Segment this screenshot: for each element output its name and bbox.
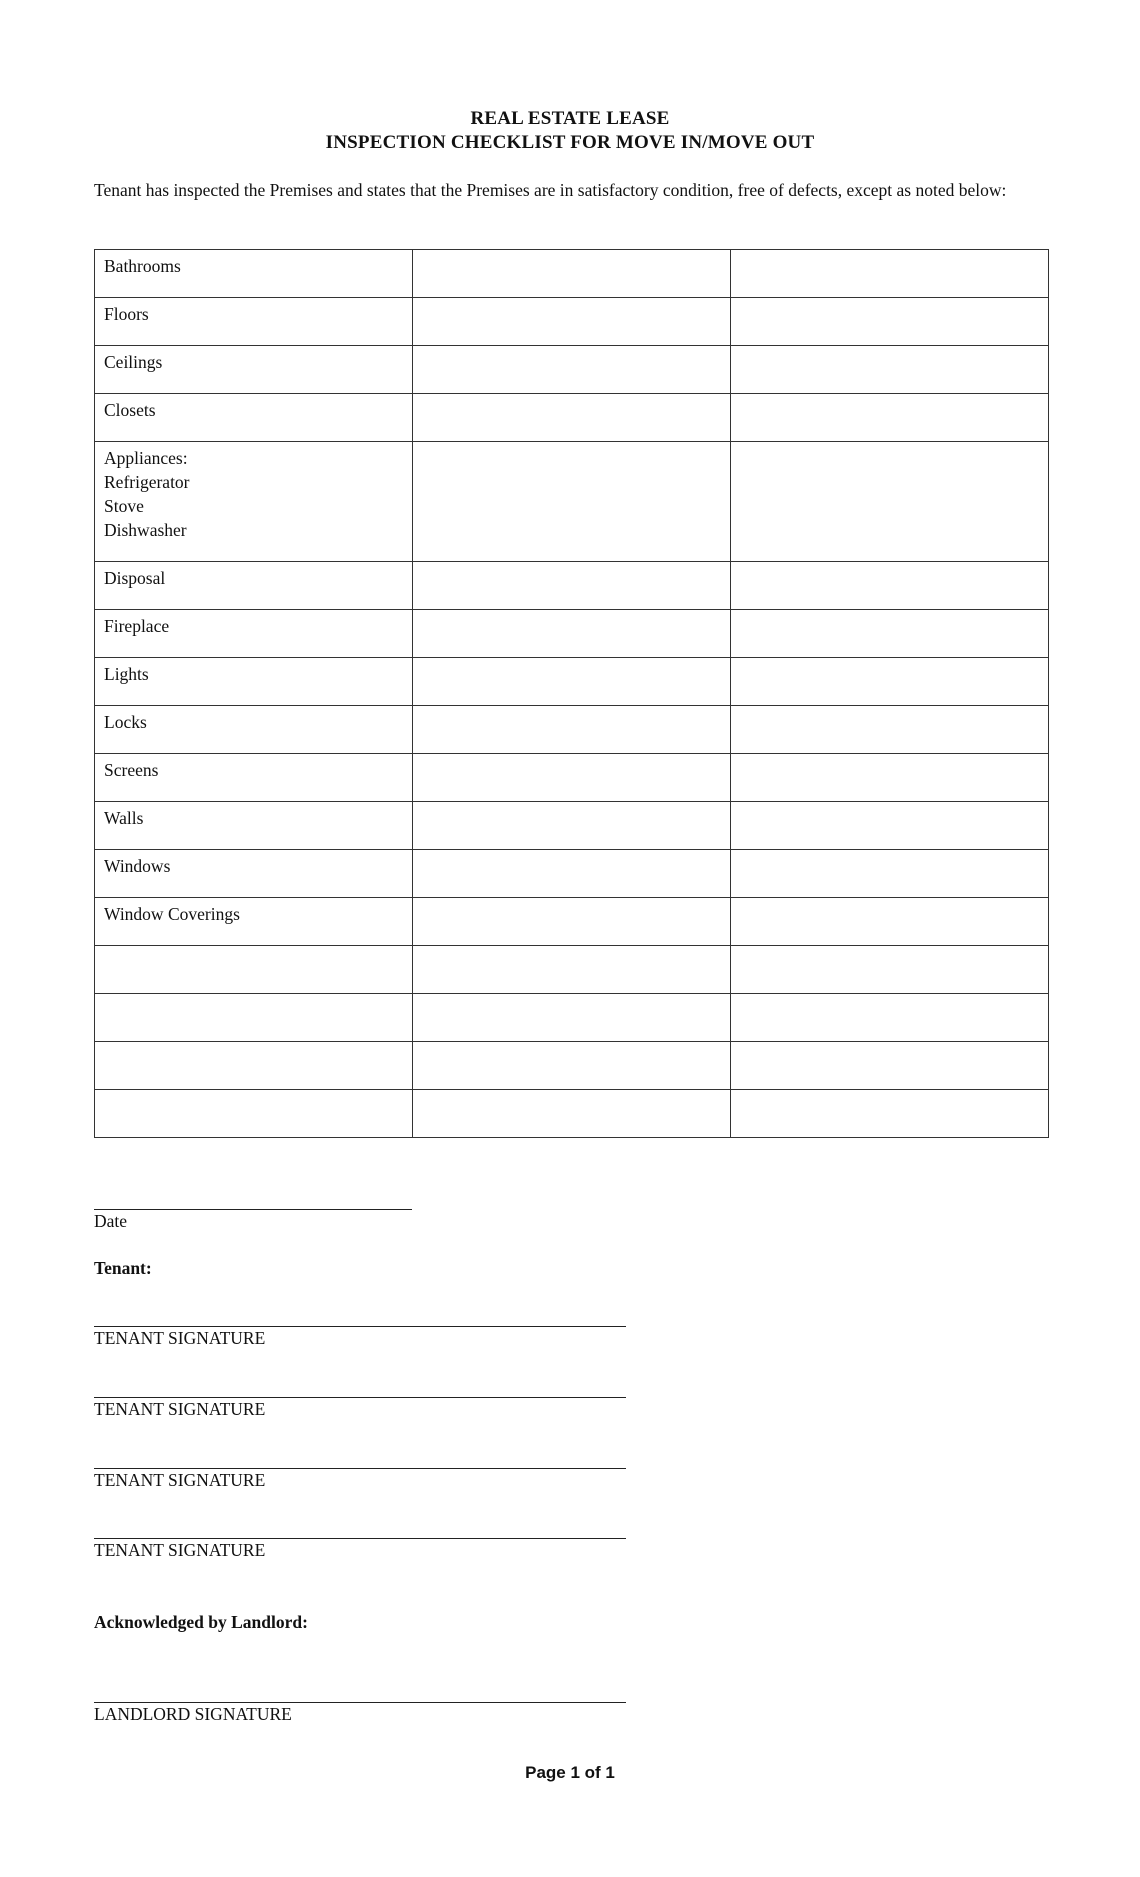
checklist-row bbox=[95, 346, 1049, 394]
move-out-notes-cell[interactable] bbox=[731, 850, 1049, 898]
checklist-row bbox=[95, 562, 1049, 610]
move-out-notes-cell[interactable] bbox=[731, 1090, 1049, 1138]
checklist-row bbox=[95, 442, 1049, 562]
checklist-item-label: Walls bbox=[104, 808, 144, 828]
move-in-notes-cell[interactable] bbox=[413, 898, 731, 946]
tenant-signature-label-3: TENANT SIGNATURE bbox=[94, 1470, 266, 1490]
move-out-notes-cell[interactable] bbox=[731, 706, 1049, 754]
move-out-notes-cell[interactable] bbox=[731, 394, 1049, 442]
tenant-signature-line-1[interactable] bbox=[94, 1326, 626, 1327]
move-out-notes-cell[interactable] bbox=[731, 346, 1049, 394]
checklist-item-label: Locks bbox=[104, 712, 147, 732]
checklist-item-cell bbox=[95, 298, 413, 346]
checklist-row bbox=[95, 658, 1049, 706]
checklist-item-cell bbox=[95, 442, 413, 562]
date-label: Date bbox=[94, 1211, 128, 1231]
checklist-body bbox=[95, 250, 1049, 1138]
checklist-item-cell bbox=[95, 802, 413, 850]
move-in-notes-cell[interactable] bbox=[413, 706, 731, 754]
move-out-notes-cell[interactable] bbox=[731, 994, 1049, 1042]
landlord-heading: Acknowledged by Landlord: bbox=[94, 1612, 308, 1632]
checklist-item-cell bbox=[95, 994, 413, 1042]
checklist-item-label: Dishwasher bbox=[104, 520, 187, 540]
checklist-item-label: Disposal bbox=[104, 568, 166, 588]
checklist-item-cell bbox=[95, 898, 413, 946]
checklist-item-label: Screens bbox=[104, 760, 159, 780]
checklist-item-label: Closets bbox=[104, 400, 156, 420]
checklist-row bbox=[95, 994, 1049, 1042]
move-in-notes-cell[interactable] bbox=[413, 658, 731, 706]
checklist-item-label: Windows bbox=[104, 856, 171, 876]
checklist-item-cell bbox=[95, 754, 413, 802]
checklist-row bbox=[95, 1042, 1049, 1090]
checklist-row bbox=[95, 946, 1049, 994]
checklist-item-cell bbox=[95, 1090, 413, 1138]
checklist-item-cell bbox=[95, 706, 413, 754]
move-in-notes-cell[interactable] bbox=[413, 562, 731, 610]
checklist-item-cell bbox=[95, 1042, 413, 1090]
move-out-notes-cell[interactable] bbox=[731, 442, 1049, 562]
checklist-item-cell bbox=[95, 610, 413, 658]
checklist-item-label: Stove bbox=[104, 496, 144, 516]
move-in-notes-cell[interactable] bbox=[413, 442, 731, 562]
checklist-item-cell bbox=[95, 562, 413, 610]
checklist-row bbox=[95, 610, 1049, 658]
checklist-item-cell bbox=[95, 394, 413, 442]
move-in-notes-cell[interactable] bbox=[413, 802, 731, 850]
move-in-notes-cell[interactable] bbox=[413, 850, 731, 898]
checklist-row bbox=[95, 250, 1049, 298]
move-in-notes-cell[interactable] bbox=[413, 250, 731, 298]
move-out-notes-cell[interactable] bbox=[731, 946, 1049, 994]
checklist-item-label: Refrigerator bbox=[104, 472, 190, 492]
checklist-row bbox=[95, 298, 1049, 346]
tenant-signature-line-4[interactable] bbox=[94, 1538, 626, 1539]
checklist-item-cell bbox=[95, 850, 413, 898]
move-out-notes-cell[interactable] bbox=[731, 298, 1049, 346]
move-out-notes-cell[interactable] bbox=[731, 754, 1049, 802]
page-number: Page 1 of 1 bbox=[525, 1763, 615, 1782]
checklist-row bbox=[95, 754, 1049, 802]
move-in-notes-cell[interactable] bbox=[413, 754, 731, 802]
move-in-notes-cell[interactable] bbox=[413, 394, 731, 442]
move-in-notes-cell[interactable] bbox=[413, 298, 731, 346]
tenant-signature-line-3[interactable] bbox=[94, 1468, 626, 1469]
document-title-line1: REAL ESTATE LEASE bbox=[470, 108, 670, 129]
checklist-row bbox=[95, 850, 1049, 898]
checklist-row bbox=[95, 1090, 1049, 1138]
move-in-notes-cell[interactable] bbox=[413, 1042, 731, 1090]
document-title-line2: INSPECTION CHECKLIST FOR MOVE IN/MOVE OUT bbox=[325, 132, 815, 153]
checklist-item-label: Fireplace bbox=[104, 616, 170, 636]
date-line[interactable] bbox=[94, 1209, 412, 1210]
checklist-item-label: Appliances: bbox=[104, 448, 188, 468]
move-out-notes-cell[interactable] bbox=[731, 250, 1049, 298]
landlord-signature-label: LANDLORD SIGNATURE bbox=[94, 1704, 292, 1724]
tenant-signature-line-2[interactable] bbox=[94, 1397, 626, 1398]
landlord-signature-line[interactable] bbox=[94, 1702, 626, 1703]
tenant-signature-label-1: TENANT SIGNATURE bbox=[94, 1328, 266, 1348]
move-in-notes-cell[interactable] bbox=[413, 610, 731, 658]
checklist-item-label: Bathrooms bbox=[104, 256, 181, 276]
checklist-item-cell bbox=[95, 658, 413, 706]
checklist-item-label: Lights bbox=[104, 664, 149, 684]
move-out-notes-cell[interactable] bbox=[731, 898, 1049, 946]
checklist-row bbox=[95, 898, 1049, 946]
move-in-notes-cell[interactable] bbox=[413, 1090, 731, 1138]
checklist-row bbox=[95, 706, 1049, 754]
checklist-row bbox=[95, 802, 1049, 850]
checklist-item-label: Window Coverings bbox=[104, 904, 240, 924]
move-out-notes-cell[interactable] bbox=[731, 610, 1049, 658]
tenant-signature-label-4: TENANT SIGNATURE bbox=[94, 1540, 266, 1560]
checklist-item-cell bbox=[95, 250, 413, 298]
checklist-item-label: Ceilings bbox=[104, 352, 163, 372]
move-out-notes-cell[interactable] bbox=[731, 562, 1049, 610]
move-out-notes-cell[interactable] bbox=[731, 658, 1049, 706]
tenant-signature-label-2: TENANT SIGNATURE bbox=[94, 1399, 266, 1419]
move-in-notes-cell[interactable] bbox=[413, 946, 731, 994]
checklist-item-cell bbox=[95, 346, 413, 394]
move-out-notes-cell[interactable] bbox=[731, 802, 1049, 850]
intro-paragraph: Tenant has inspected the Premises and states that the Premises are in satisfactory condition, free of defects, except as noted below: bbox=[94, 180, 1007, 200]
checklist-item-cell bbox=[95, 946, 413, 994]
checklist-row bbox=[95, 394, 1049, 442]
inspection-checklist-table bbox=[94, 249, 1049, 1138]
move-in-notes-cell[interactable] bbox=[413, 346, 731, 394]
tenant-heading: Tenant: bbox=[94, 1258, 152, 1278]
move-in-notes-cell[interactable] bbox=[413, 994, 731, 1042]
checklist-item-label: Floors bbox=[104, 304, 149, 324]
move-out-notes-cell[interactable] bbox=[731, 1042, 1049, 1090]
